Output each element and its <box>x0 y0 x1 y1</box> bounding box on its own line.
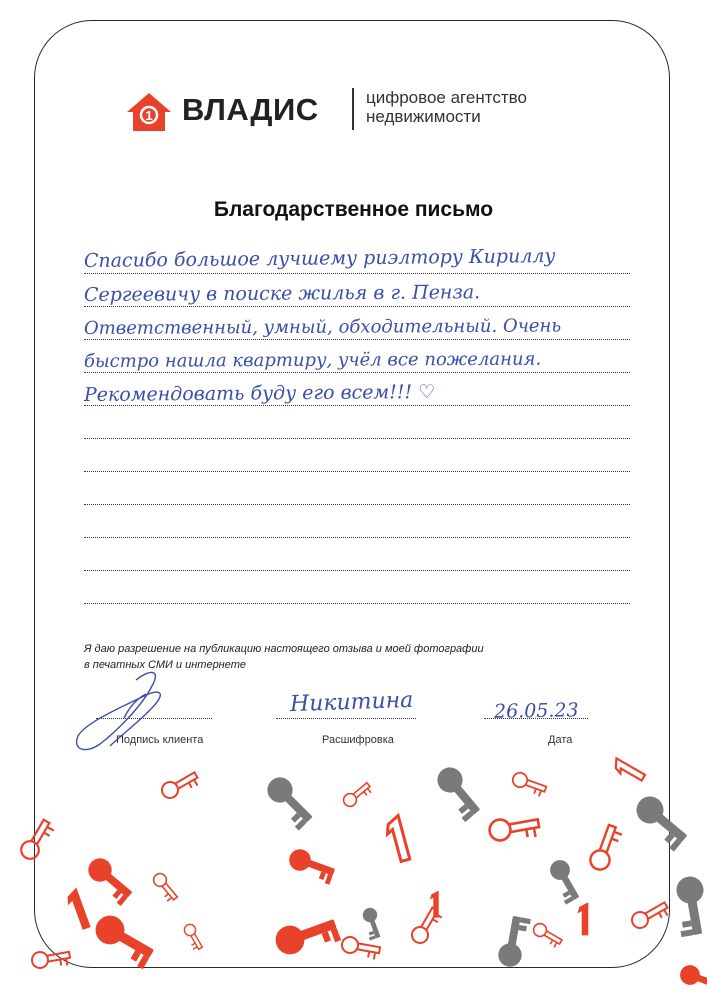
ruled-line <box>84 306 630 307</box>
brand-tagline <box>366 88 527 126</box>
handwritten-line-3: Ответственный, умный, обходительный. Очень <box>83 315 562 339</box>
ruled-line <box>84 438 630 439</box>
handwritten-line-4: быстро нашла квартиру, учёл все пожелания. <box>83 348 542 372</box>
tagline-line-2: недвижимости <box>366 107 481 126</box>
handwritten-line-5: Рекомендовать буду его всем!!! ♡ <box>83 380 436 406</box>
ruled-line <box>84 570 630 571</box>
ruled-line <box>84 273 630 274</box>
ruled-line <box>84 471 630 472</box>
ruled-line <box>84 537 630 538</box>
key-icon <box>671 874 707 937</box>
tagline-line-1: цифровое агентство <box>366 88 527 107</box>
page-title: Благодарственное письмо <box>213 198 494 221</box>
transcript-value: Никитина <box>289 687 414 718</box>
transcript-line <box>276 718 416 719</box>
ruled-line <box>84 372 630 373</box>
brand-name: ВЛАДИС <box>182 92 319 127</box>
brand-logo <box>126 88 596 136</box>
handwritten-line-1: Спасибо большое лучшему риэлтору Кириллу <box>83 245 556 272</box>
house-key-icon <box>126 92 172 132</box>
ruled-line <box>84 603 630 604</box>
signature-label: Подпись клиента <box>116 734 204 746</box>
consent-line-1: Я даю разрешение на публикацию настоящего отзыва и моей фотографии <box>84 643 484 655</box>
date-label: Дата <box>548 734 573 746</box>
ruled-line <box>84 504 630 505</box>
house-badge: 1 <box>145 108 153 123</box>
handwritten-line-2: Сергеевичу в поиске жилья в г. Пенза. <box>83 281 481 306</box>
key-icon <box>677 962 707 997</box>
date-value: 26.05.23 <box>493 699 579 723</box>
transcript-field <box>276 718 416 719</box>
letter-frame <box>34 20 670 968</box>
ruled-line <box>84 339 630 340</box>
consent-line-2: в печатных СМИ и интернете <box>84 659 247 671</box>
transcript-label: Расшифровка <box>322 734 394 746</box>
logo-divider <box>352 88 354 130</box>
